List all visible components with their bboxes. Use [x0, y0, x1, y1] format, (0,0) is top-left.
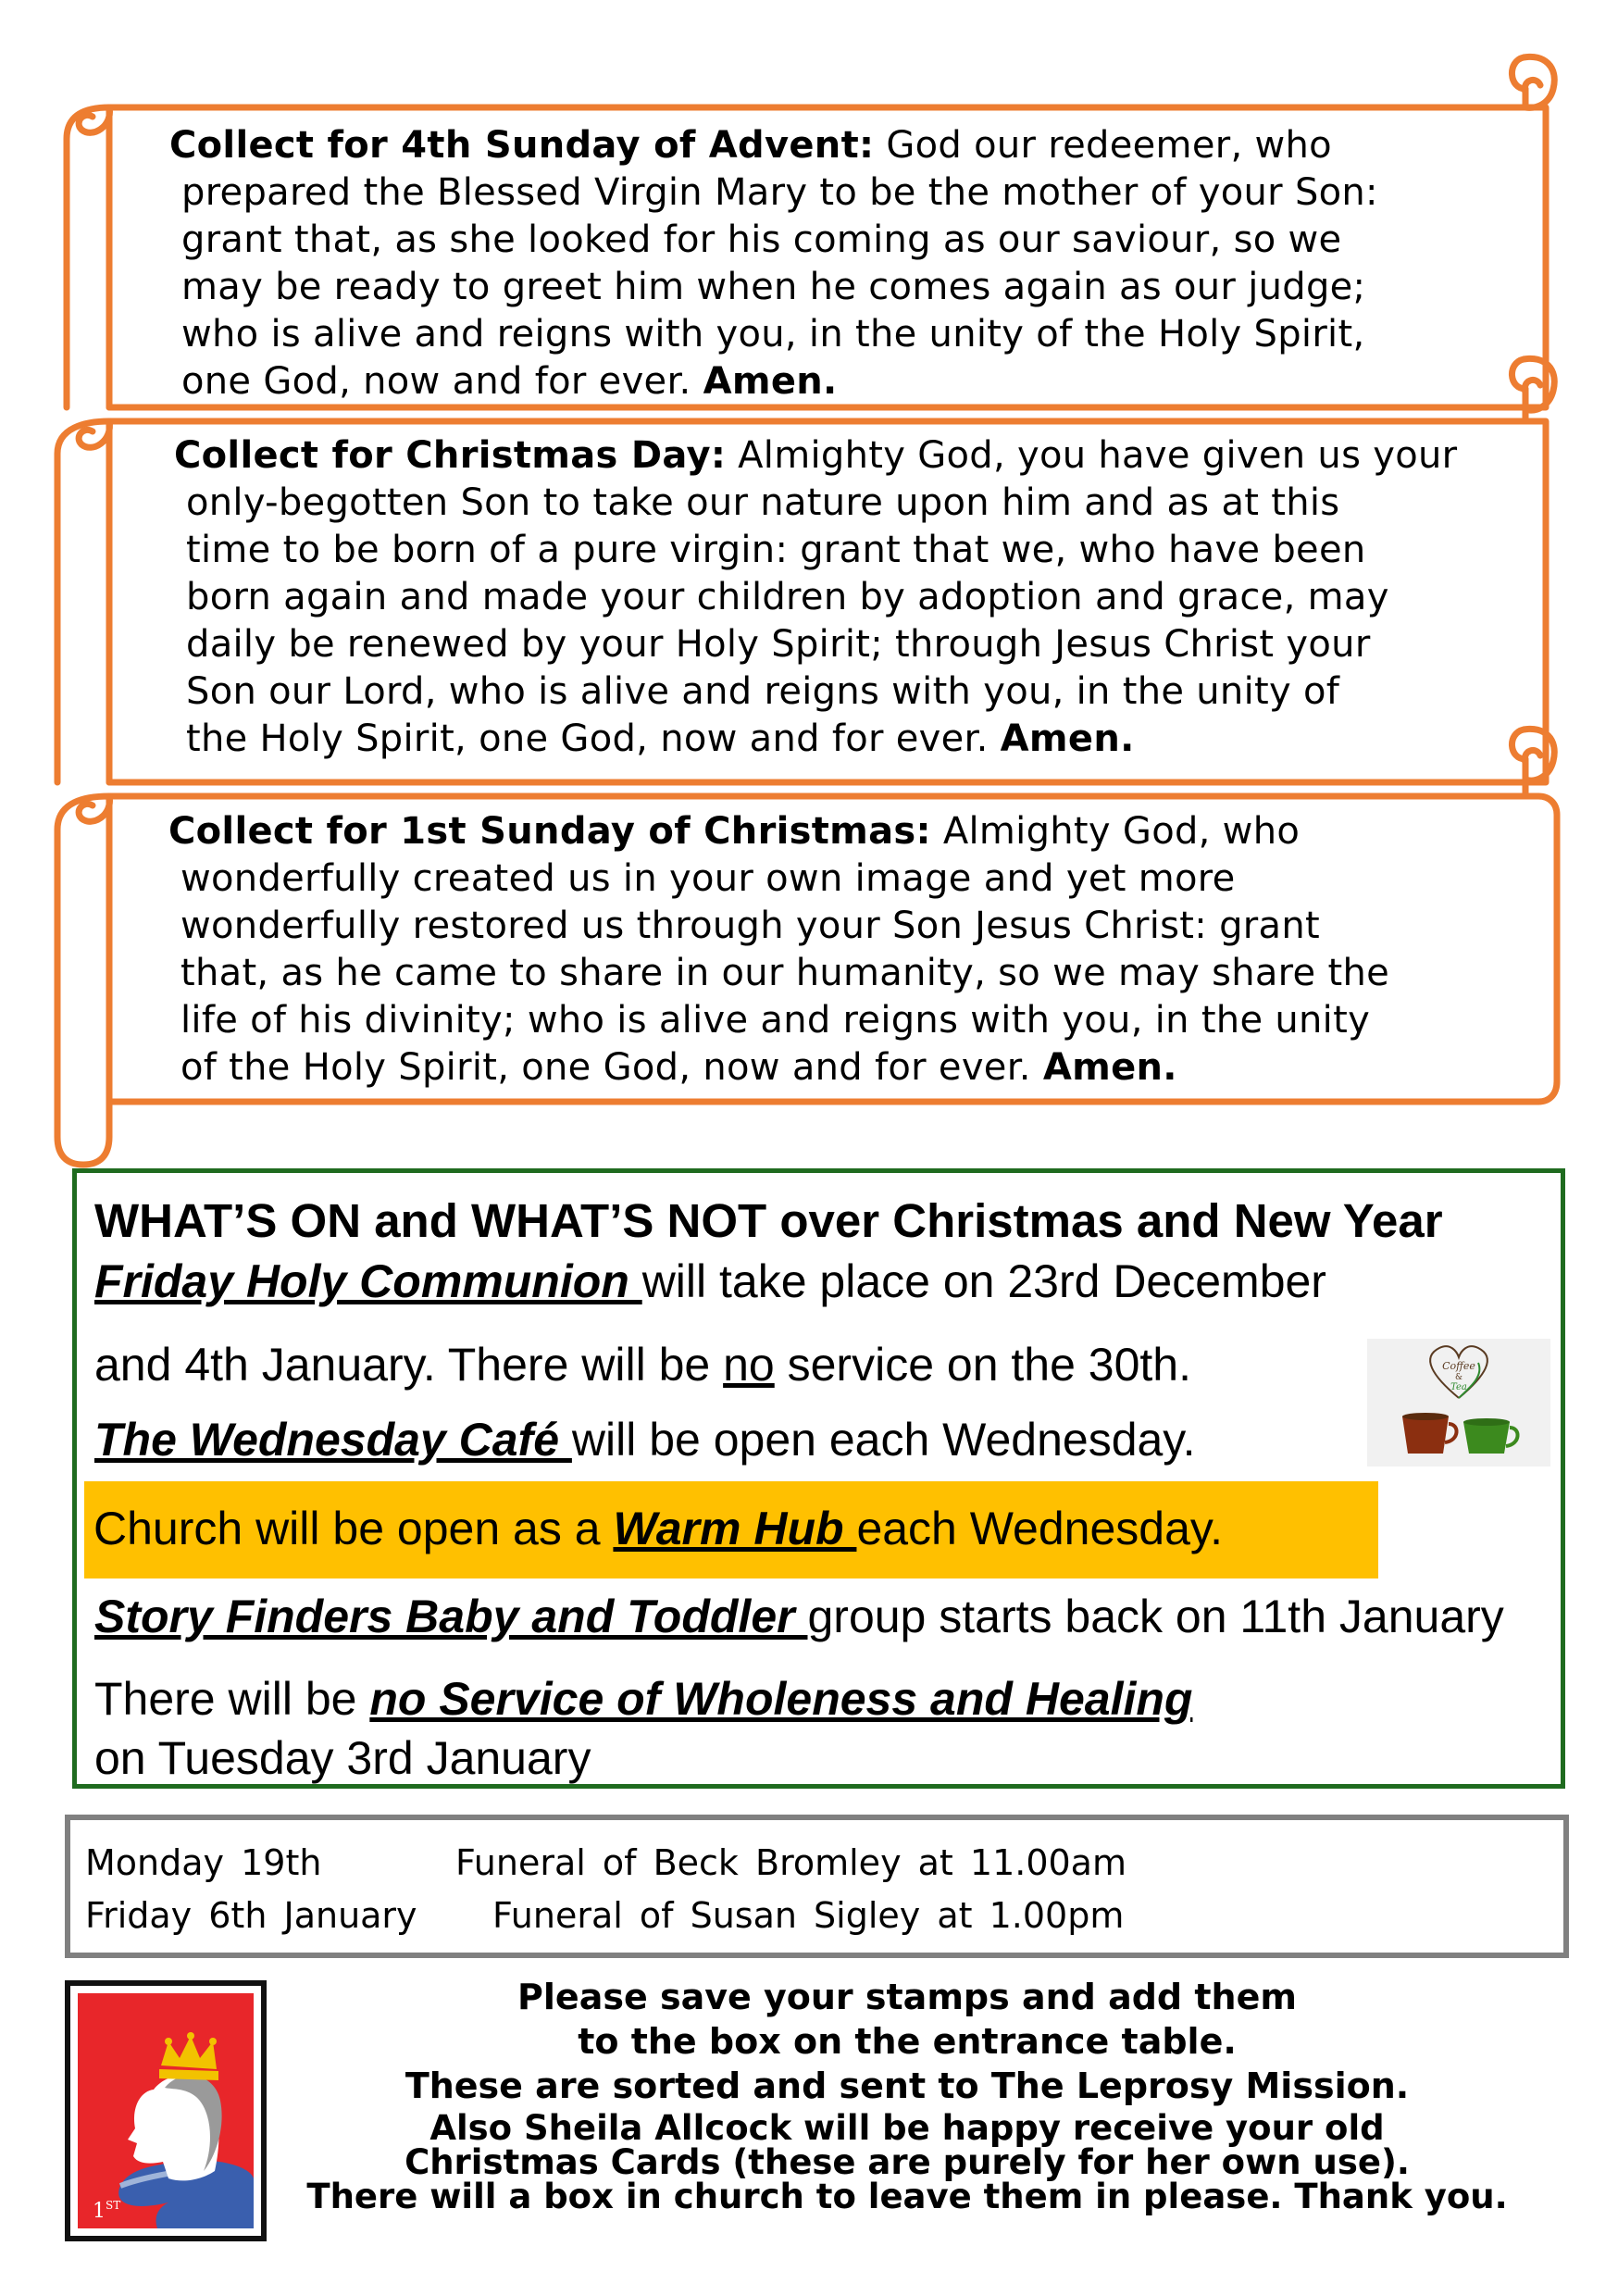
warm-hub-link: Warm Hub: [613, 1503, 857, 1554]
funeral-date: Monday 19th: [85, 1842, 322, 1883]
collect-text: one God, now and for ever.: [181, 360, 691, 403]
cards-notice: [305, 2108, 1509, 2216]
cafe-line: [94, 1413, 1196, 1466]
collect-text: Almighty God, who: [942, 810, 1301, 853]
collect-line: wonderfully restored us through your Son Jesus Christ: grant: [180, 905, 1320, 947]
line-text: Church will be open as a: [93, 1503, 614, 1554]
wednesday-cafe-link: The Wednesday Café: [94, 1414, 572, 1466]
collect-line: life of his divinity; who is alive and reigns with you, in the unity: [180, 999, 1371, 1042]
funeral-desc: Funeral of Susan Sigley at 1.00pm: [492, 1895, 1125, 1936]
funeral-desc: Funeral of Beck Bromley at 11.00am: [455, 1842, 1126, 1883]
collect-line: daily be renewed by your Holy Spirit; through Jesus Christ your: [186, 623, 1371, 666]
collect-line: prepared the Blessed Virgin Mary to be the mother of your Son:: [181, 171, 1378, 214]
collect-line: time to be born of a pure virgin: grant that we, who have been: [186, 529, 1366, 571]
line-text: service on the 30th.: [774, 1339, 1192, 1391]
collect-line: Son our Lord, who is alive and reigns with you, in the unity of: [186, 670, 1340, 713]
coffee-label: Coffee: [1442, 1360, 1475, 1372]
line-text: There will be: [94, 1673, 370, 1725]
tea-label: Tea: [1450, 1382, 1467, 1392]
collect-line: only-begotten Son to take our nature upon him and as at this: [186, 481, 1340, 524]
story-finders-link: Story Finders Baby and Toddler: [94, 1591, 808, 1642]
notice-line: Christmas Cards (these are purely for her own use).: [404, 2142, 1410, 2182]
story-finders-line: [94, 1590, 1504, 1643]
collect-last-line: [169, 358, 1502, 406]
collect-line: who is alive and reigns with you, in the unity of the Holy Spirit,: [181, 313, 1365, 356]
notice-line: to the box on the entrance table.: [578, 2021, 1237, 2062]
collect-title: Collect for Christmas Day:: [174, 434, 727, 477]
notice-line: These are sorted and sent to The Leprosy Mission.: [404, 2065, 1410, 2106]
amen: Amen.: [1000, 718, 1135, 760]
no-service-line: [94, 1338, 1191, 1391]
holy-communion-line: [94, 1254, 1326, 1308]
notice-line: Also Sheila Allcock will be happy receive your old: [429, 2108, 1385, 2148]
line-text: group starts back on 11th January: [807, 1591, 1504, 1642]
collect-advent-4: [169, 122, 1502, 406]
stamps-notice: [333, 1975, 1481, 2108]
whats-on-box: [72, 1168, 1565, 1789]
healing-line: [94, 1672, 1192, 1726]
warm-hub-line: [93, 1502, 1223, 1555]
collect-text: Almighty God, you have given us your: [738, 434, 1458, 477]
collect-text: God our redeemer, who: [886, 124, 1332, 167]
collect-line: wonderfully created us in your own image and yet more: [180, 857, 1236, 900]
coffee-tea-image: [1367, 1339, 1550, 1466]
line-text: will take place on 23rd December: [641, 1255, 1326, 1307]
funerals-box: [65, 1815, 1569, 1958]
collect-first-line: [174, 432, 1507, 480]
amp-label: &: [1454, 1373, 1463, 1382]
line-text: and 4th January. There will be: [94, 1339, 724, 1391]
collect-line: that, as he came to share in our humanity, so we may share the: [180, 952, 1390, 994]
line-text: each Wednesday.: [856, 1503, 1224, 1554]
healing-date-line: on Tuesday 3rd January: [94, 1732, 591, 1784]
collect-text: the Holy Spirit, one God, now and for ever.: [186, 718, 989, 760]
whats-on-title: WHAT’S ON and WHAT’S NOT over Christmas and New Year: [94, 1194, 1443, 1247]
collect-line: may be ready to greet him when he comes again as our judge;: [181, 266, 1366, 308]
holy-communion-link: Friday Holy Communion: [94, 1255, 642, 1307]
healing-service-link: no Service of Wholeness and Healing: [369, 1673, 1193, 1725]
collect-text: of the Holy Spirit, one God, now and for ever.: [180, 1046, 1031, 1089]
amen: Amen.: [1042, 1046, 1177, 1089]
funeral-date: Friday 6th January: [85, 1895, 417, 1936]
notice-line: Please save your stamps and add them: [517, 1977, 1297, 2017]
notice-line: There will a box in church to leave them in please. Thank you.: [306, 2177, 1508, 2216]
line-text: will be open each Wednesday.: [571, 1414, 1196, 1466]
collect-last-line: [168, 1044, 1501, 1092]
collect-first-line: [168, 808, 1501, 855]
postage-stamp-image: [65, 1980, 267, 2241]
stamp-value: 1ST: [93, 2199, 121, 2223]
collect-title: Collect for 1st Sunday of Christmas:: [168, 810, 931, 853]
collect-line: born again and made your children by adoption and grace, may: [186, 576, 1389, 618]
collect-title: Collect for 4th Sunday of Advent:: [169, 124, 875, 167]
no-emphasis: no: [723, 1339, 775, 1391]
collect-christmas-day: [174, 432, 1507, 763]
collect-first-line: [169, 122, 1502, 169]
collect-christmas-1: [168, 808, 1501, 1092]
collect-last-line: [174, 716, 1507, 763]
collect-line: grant that, as she looked for his coming as our saviour, so we: [181, 218, 1342, 261]
amen: Amen.: [703, 360, 838, 403]
